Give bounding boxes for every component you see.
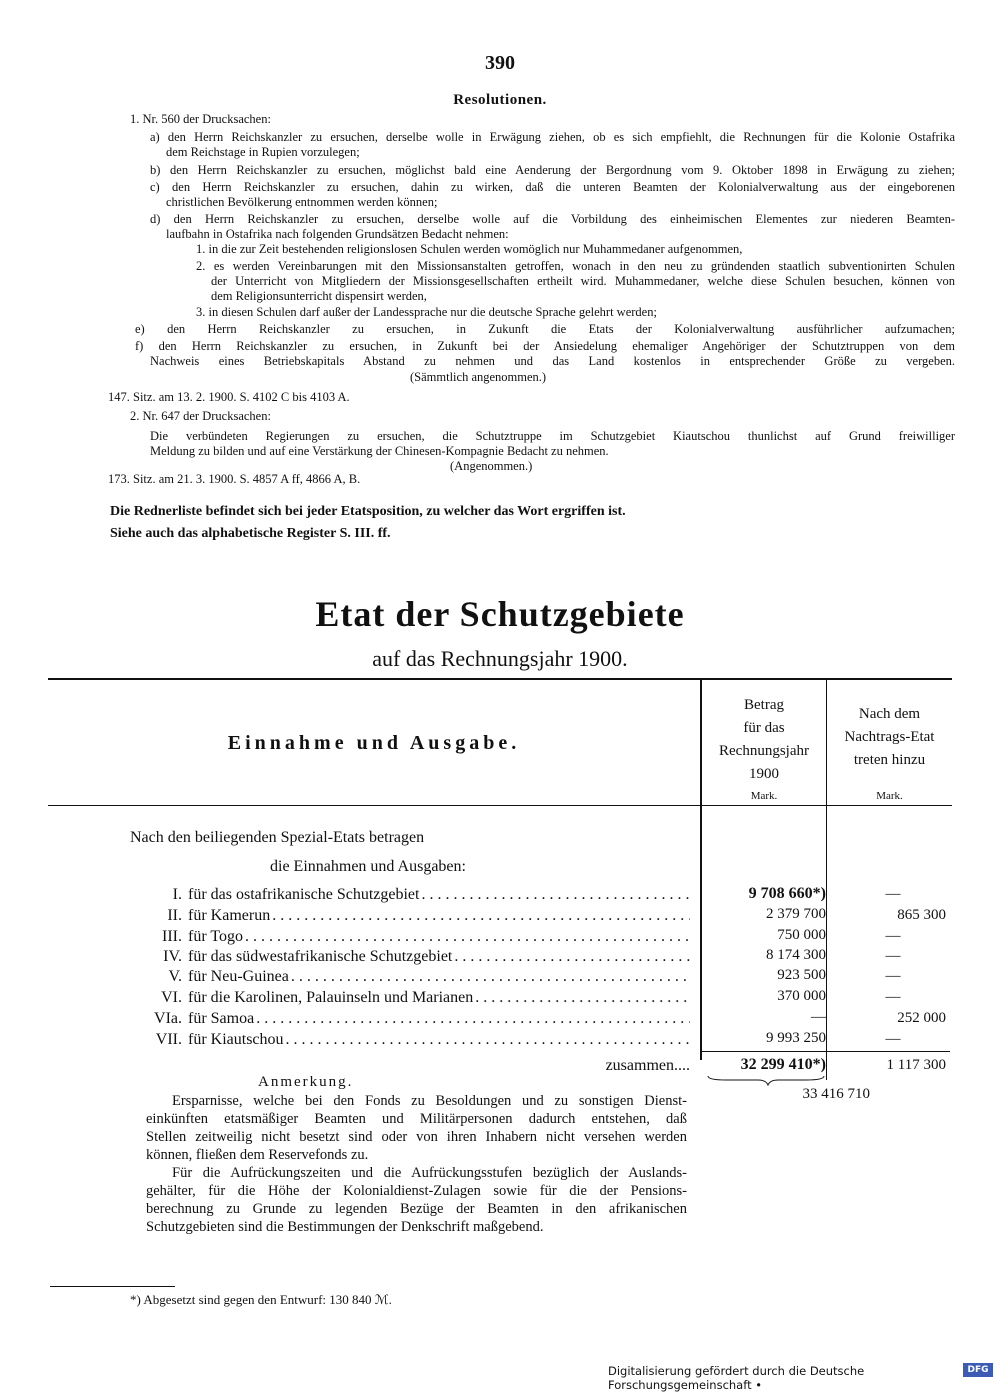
total-label-row — [110, 1057, 690, 1077]
col1-unit: Mark. — [750, 790, 778, 802]
row-amount: 8 174 300 — [766, 947, 826, 963]
remark-line: einkünften etatsmäßiger Beamten und Militärpersonen dadurch entstehen, daß — [146, 1111, 687, 1127]
resolution-line: laufbahn in Ostafrika nach folgenden Grundsätzen Bedacht nehmen: — [166, 227, 509, 241]
remark-title: Anmerkung. — [258, 1074, 354, 1090]
row-label: für Neu-Guinea — [188, 968, 289, 985]
remark-line: Stellen zeitweilig nicht besetzt sind oder von ihren Inhabern nicht versehen werden — [146, 1129, 687, 1145]
row-number: III. — [162, 928, 182, 945]
resolutions-title: Resolutionen. — [453, 92, 547, 108]
resolution-line: d) den Herrn Reichskanzler zu ersuchen, derselbe wolle auf die Vorbildung des einheimischen Elementes zur niederen Beamten- — [150, 212, 955, 226]
row-amount: — — [811, 1009, 826, 1025]
table-row — [110, 1010, 690, 1030]
total-add: 1 117 300 — [886, 1057, 946, 1073]
resolution-line: 173. Sitz. am 21. 3. 1900. S. 4857 A ff, 4866 A, B. — [108, 472, 361, 486]
total-label: zusammen.... — [605, 1057, 690, 1074]
resolution-line: 2. es werden Vereinbarungen mit den Missionsanstalten getroffen, wonach in den neu zu gründenden staatlich subventionirten Schulen — [196, 259, 955, 273]
remark-line: Ersparnisse, welche bei den Fonds zu Besoldungen und zu sonstigen Dienst- — [172, 1093, 687, 1109]
row-addition: — — [885, 989, 901, 1005]
row-amount: 9 993 250 — [766, 1030, 826, 1046]
row-number: V. — [168, 968, 182, 985]
row-number: VII. — [155, 1031, 182, 1048]
col2-unit: Mark. — [876, 790, 903, 802]
row-addition: — — [885, 928, 901, 944]
row-addition: — — [885, 886, 901, 902]
resolution-line: 3. in diesen Schulen darf außer der Landessprache nur die deutsche Sprache gelehrt werden; — [196, 305, 657, 319]
dfg-credit: Digitalisierung gefördert durch die Deutsche Forschungsgemeinschaft • — [608, 1364, 865, 1392]
resolution-line: der Unterricht von Mitgliedern der Missionsgesellschaften ertheilt wird. Muhammedaner, welche diese Schulen besuchen, können von — [211, 274, 955, 288]
table-row — [110, 907, 690, 927]
table-row — [110, 948, 690, 968]
row-label: für die Karolinen, Palauinseln und Marianen — [188, 989, 474, 1006]
resolution-line: b) den Herrn Reichskanzler zu ersuchen, möglichst bald eine Aenderung der Bergordnung vom 9. Oktober 1898 in Erwägung zu ziehen; — [150, 163, 955, 177]
leader-dots — [291, 968, 690, 986]
col2-header-line: Nachtrags-Etat — [844, 729, 935, 745]
remark-line: können, fließen dem Reservefonds zu. — [146, 1147, 369, 1163]
footnote-rule — [50, 1286, 175, 1287]
resolution-line: dem Religionsunterricht dispensirt werden, — [211, 289, 427, 303]
row-number: VI. — [161, 989, 182, 1006]
row-addition: — — [885, 948, 901, 964]
total-amount: 32 299 410*) — [740, 1056, 826, 1073]
row-addition: — — [885, 968, 901, 984]
leader-dots — [256, 1010, 690, 1028]
row-label: für Kiautschou — [188, 1031, 284, 1048]
row-amount: 9 708 660*) — [748, 885, 826, 902]
row-label: für Togo — [188, 928, 244, 945]
leader-dots — [454, 948, 690, 966]
resolution-line: 2. Nr. 647 der Drucksachen: — [130, 409, 271, 423]
speaker-list-note: Die Rednerliste befindet sich bei jeder Etatsposition, zu welcher das Wort ergriffen ist. — [110, 504, 626, 519]
resolution-line: (Angenommen.) — [450, 459, 533, 473]
resolution-line: Meldung zu bilden und auf eine Verstärkung der Chinesen-Kompagnie Bedacht zu nehmen. — [150, 444, 609, 458]
row-amount: 2 379 700 — [766, 906, 826, 922]
resolution-line: Die verbündeten Regierungen zu ersuchen, die Schutztruppe im Schutzgebiet Kiautschou thunlichst auf Grund freiwilliger — [150, 429, 955, 443]
table-header-main: Einnahme und Ausgabe. — [227, 732, 521, 754]
page-number: 390 — [485, 52, 515, 74]
remark-line: berechnung zu Grunde zu legenden Bezüge der Beamten in den afrikanischen — [146, 1201, 687, 1217]
resolution-line: 1. Nr. 560 der Drucksachen: — [130, 112, 271, 126]
table-header-rule — [48, 805, 952, 806]
total-top-rule — [702, 1051, 950, 1052]
resolution-line: a) den Herrn Reichskanzler zu ersuchen, derselbe wolle in Erwägung ziehen, ob es sich empfiehlt, die Rechnungen für die Kolonie Ostafrika — [150, 130, 955, 144]
col1-header-line: Rechnungsjahr — [719, 743, 809, 759]
table-row — [110, 989, 690, 1009]
footnote: *) Abgesetzt sind gegen den Entwurf: 130 840 ℳ. — [130, 1292, 392, 1307]
col1-header-line: Betrag — [744, 697, 784, 713]
resolution-line: christlichen Bevölkerung entnommen werden können; — [166, 195, 438, 209]
col1-header-line: für das — [743, 720, 785, 736]
resolution-line: 147. Sitz. am 13. 2. 1900. S. 4102 C bis 4103 A. — [108, 390, 350, 404]
leader-dots — [286, 1031, 690, 1049]
resolution-line: c) den Herrn Reichskanzler zu ersuchen, dahin zu wirken, daß die unteren Beamten der Kolonialverwaltung aus der eingeborenen — [150, 180, 955, 194]
row-label: für das südwestafrikanische Schutzgebiet — [188, 948, 453, 965]
col1-header-line: 1900 — [749, 766, 779, 782]
register-note: Siehe auch das alphabetische Register S. III. ff. — [110, 526, 391, 541]
dfg-logo: DFG — [963, 1363, 993, 1377]
grand-total: 33 416 710 — [802, 1086, 870, 1102]
col1-header — [702, 694, 826, 786]
col2-header-line: treten hinzu — [853, 752, 926, 768]
remark-line: Schutzgebieten sind die Bestimmungen der Denkschrift maßgebend. — [146, 1219, 544, 1235]
main-title: Etat der Schutzgebiete — [315, 594, 685, 634]
col2-header — [827, 703, 952, 772]
remark-line: Für die Aufrückungszeiten und die Aufrückungsstufen bezüglich der Auslands- — [172, 1165, 687, 1181]
row-amount: 923 500 — [777, 967, 826, 983]
row-addition: 865 300 — [897, 907, 946, 923]
row-number: IV. — [163, 948, 182, 965]
table-row — [110, 928, 690, 948]
table-intro-line2: die Einnahmen und Ausgaben: — [270, 858, 466, 875]
table-top-rule — [48, 678, 952, 680]
row-label: für das ostafrikanische Schutzgebiet — [188, 886, 420, 903]
table-row — [110, 886, 690, 906]
col2-header-line: Nach dem — [858, 706, 921, 722]
resolution-line: (Sämmtlich angenommen.) — [410, 370, 547, 384]
leader-dots — [475, 989, 690, 1007]
resolution-line: 1. in die zur Zeit bestehenden religionslosen Schulen werden womöglich nur Muhammedaner aufgenommen, — [196, 242, 743, 256]
row-label: für Samoa — [188, 1010, 255, 1027]
table-row — [110, 968, 690, 988]
resolution-line: dem Reichstage in Rupien vorzulegen; — [166, 145, 360, 159]
row-number: I. — [172, 886, 182, 903]
row-label: für Kamerun — [188, 907, 271, 924]
row-amount: 370 000 — [777, 988, 826, 1004]
row-amount: 750 000 — [777, 927, 826, 943]
leader-dots — [245, 928, 690, 946]
row-number: VIa. — [154, 1010, 182, 1027]
remark-line: gehälter, für die Höhe der Kolonialdienst-Zulagen sowie für die der Pensions- — [146, 1183, 687, 1199]
resolution-line: e) den Herrn Reichskanzler zu ersuchen, in Zukunft die Etats der Kolonialverwaltung ausführlicher aufzumachen; — [135, 322, 955, 336]
row-number: II. — [167, 907, 182, 924]
sub-title: auf das Rechnungsjahr 1900. — [372, 646, 628, 671]
table-intro-line1: Nach den beiliegenden Spezial-Etats betragen — [130, 829, 425, 846]
leader-dots — [421, 886, 690, 904]
resolution-line: Nachweis eines Betriebskapitals Abstand zu nehmen und das Land kostenlos in entsprechender Größe zu vergeben. — [150, 354, 955, 368]
row-addition: — — [885, 1031, 901, 1047]
row-addition: 252 000 — [897, 1010, 946, 1026]
brace — [706, 1074, 826, 1086]
resolution-line: f) den Herrn Reichskanzler zu ersuchen, in Zukunft bei der Ansiedelung ehemaliger Angehöriger der Schutztruppen von dem — [135, 339, 955, 353]
leader-dots — [272, 907, 690, 925]
table-row — [110, 1031, 690, 1051]
